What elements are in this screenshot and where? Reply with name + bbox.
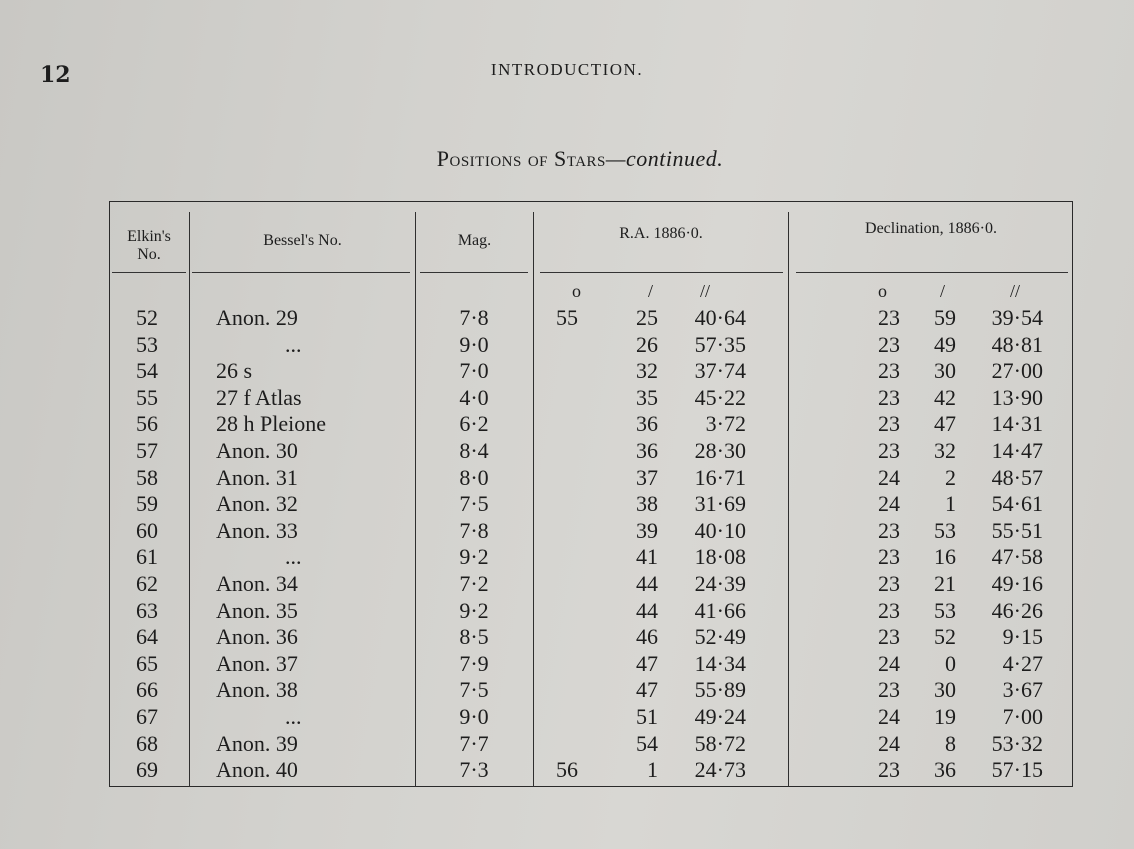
running-head: INTRODUCTION. xyxy=(490,60,644,79)
table-cell-mag: 7·0 xyxy=(459,358,489,384)
table-cell-dec-s: 46·26 xyxy=(991,597,1043,623)
header-dec: Declination, 1886·0. xyxy=(865,220,997,237)
table-cell-dec-m: 49 xyxy=(934,331,956,357)
table-cell-dec-d: 23 xyxy=(878,544,900,570)
table-cell-ra-m: 26 xyxy=(636,331,658,357)
table-cell-ra-s: 58·72 xyxy=(694,730,746,756)
table-cell-dec-s: 39·54 xyxy=(991,305,1043,330)
table-cell-dec-s: 14·47 xyxy=(991,438,1043,463)
table-cell-bessel: Anon. 29 xyxy=(216,305,298,330)
table-cell-ra-m: 54 xyxy=(636,730,658,756)
table-cell-elkin: 52 xyxy=(136,305,158,330)
table-cell-mag: 7·8 xyxy=(459,517,489,543)
table-cell-elkin: 67 xyxy=(136,704,158,729)
table-cell-dec-m: 36 xyxy=(934,757,956,783)
table-cell-dec-d: 23 xyxy=(878,597,900,623)
table-cell-ra-m: 25 xyxy=(636,305,658,330)
table-cell-dec-d: 24 xyxy=(878,730,900,756)
header-rule xyxy=(112,272,186,273)
unit-ra-hour: o xyxy=(572,281,581,301)
table-cell-elkin: 69 xyxy=(136,757,158,783)
table-cell-dec-d: 24 xyxy=(878,704,900,729)
column-divider xyxy=(788,212,789,787)
header-rule xyxy=(796,272,1068,273)
table-cell-ra-s: 41·66 xyxy=(694,597,746,623)
table-cell-ra-m: 44 xyxy=(636,571,658,596)
table-cell-dec-s: 14·31 xyxy=(991,411,1043,437)
table-cell-mag: 7·2 xyxy=(459,571,489,596)
header-rule xyxy=(192,272,410,273)
table-cell-dec-d: 23 xyxy=(878,677,900,703)
table-cell-dec-d: 23 xyxy=(878,331,900,357)
table-cell-ra-m: 1 xyxy=(647,757,658,783)
table-cell-elkin: 56 xyxy=(136,411,158,437)
table-cell-mag: 7·5 xyxy=(459,491,489,517)
table-cell-dec-s: 49·16 xyxy=(991,571,1043,596)
table-cell-elkin: 55 xyxy=(136,384,158,410)
table-cell-dec-m: 59 xyxy=(934,305,956,330)
table-cell-bessel: Anon. 30 xyxy=(216,438,298,463)
table-title-main: Positions of Stars xyxy=(436,146,606,171)
unit-dec-min: / xyxy=(940,281,946,301)
table-cell-mag: 7·7 xyxy=(459,730,489,756)
table-cell-elkin: 53 xyxy=(136,331,158,357)
table-cell-mag: 9·0 xyxy=(459,704,489,729)
unit-ra-sec: // xyxy=(700,281,711,301)
table-cell-ra-m: 39 xyxy=(636,517,658,543)
table-cell-elkin: 54 xyxy=(136,358,158,384)
table-cell-mag: 9·2 xyxy=(459,544,489,570)
table-cell-ra-s: 31·69 xyxy=(694,491,746,517)
header-mag: Mag. xyxy=(457,232,492,249)
table-cell-dec-d: 23 xyxy=(878,624,900,650)
table-cell-dec-s: 53·32 xyxy=(991,730,1043,756)
table-cell-ra-s: 55·89 xyxy=(694,677,746,703)
table-cell-mag: 7·3 xyxy=(459,757,489,783)
table-cell-ra-s: 14·34 xyxy=(694,650,746,676)
table-cell-elkin: 65 xyxy=(136,650,158,676)
table-cell-mag: 8·5 xyxy=(459,624,489,650)
table-cell-dec-s: 7·00 xyxy=(1002,704,1043,729)
table-cell-ra-m: 51 xyxy=(636,704,658,729)
table-cell-dec-m: 1 xyxy=(945,491,956,517)
table-cell-mag: 8·0 xyxy=(459,464,489,490)
table-cell-dec-s: 3·67 xyxy=(1002,677,1043,703)
page-number: 12 xyxy=(40,62,71,88)
table-cell-elkin: 58 xyxy=(136,464,158,490)
table-cell-ra-m: 47 xyxy=(636,677,658,703)
table-cell-dec-d: 24 xyxy=(878,464,900,490)
table-cell-ra-m: 38 xyxy=(636,491,658,517)
table-cell-ra-s: 16·71 xyxy=(694,464,746,490)
table-cell-ra-h: 55 xyxy=(556,305,578,330)
table-cell-bessel: Anon. 37 xyxy=(216,650,298,676)
table-cell-ra-m: 47 xyxy=(636,650,658,676)
header-rule xyxy=(540,272,783,273)
table-cell-ra-h: 56 xyxy=(556,757,578,783)
table-cell-mag: 6·2 xyxy=(459,411,489,437)
table-cell-elkin: 63 xyxy=(136,597,158,623)
table-cell-dec-m: 53 xyxy=(934,597,956,623)
table-cell-dec-m: 19 xyxy=(934,704,956,729)
table-cell-ra-s: 40·64 xyxy=(694,305,746,330)
table-cell-dec-d: 24 xyxy=(878,491,900,517)
unit-dec-sec: // xyxy=(1010,281,1021,301)
table-cell-dec-s: 9·15 xyxy=(1002,624,1043,650)
table-cell-mag: 7·5 xyxy=(459,677,489,703)
table-cell-dec-d: 23 xyxy=(878,517,900,543)
table-cell-mag: 4·0 xyxy=(459,384,489,410)
table-cell-bessel: Anon. 34 xyxy=(216,571,298,596)
table-cell-dec-d: 23 xyxy=(878,384,900,410)
unit-ra-min: / xyxy=(648,281,654,301)
unit-dec-deg: o xyxy=(878,281,887,301)
column-divider xyxy=(189,212,190,787)
table-cell-ra-m: 32 xyxy=(636,358,658,384)
table-cell-elkin: 60 xyxy=(136,517,158,543)
table-cell-bessel: ... xyxy=(285,544,302,570)
table-cell-mag: 9·0 xyxy=(459,331,489,357)
table-cell-dec-d: 23 xyxy=(878,571,900,596)
table-cell-mag: 7·9 xyxy=(459,650,489,676)
table-cell-elkin: 61 xyxy=(136,544,158,570)
table-cell-bessel: ... xyxy=(285,704,302,729)
table-cell-bessel: 28 h Pleione xyxy=(216,411,326,437)
table-cell-ra-s: 18·08 xyxy=(694,544,746,570)
table-cell-bessel: Anon. 40 xyxy=(216,757,298,783)
table-cell-ra-m: 35 xyxy=(636,384,658,410)
table-cell-dec-m: 30 xyxy=(934,677,956,703)
table-cell-dec-m: 42 xyxy=(934,384,956,410)
header-elkin: Elkin's No. xyxy=(127,228,171,263)
column-divider xyxy=(533,212,534,787)
table-cell-dec-s: 48·81 xyxy=(991,331,1043,357)
table-cell-dec-m: 47 xyxy=(934,411,956,437)
table-cell-dec-s: 48·57 xyxy=(991,464,1043,490)
table-cell-dec-m: 52 xyxy=(934,624,956,650)
table-cell-ra-m: 44 xyxy=(636,597,658,623)
table-cell-ra-m: 46 xyxy=(636,624,658,650)
table-cell-elkin: 57 xyxy=(136,438,158,463)
table-cell-mag: 7·8 xyxy=(459,305,489,330)
table-cell-ra-s: 28·30 xyxy=(694,438,746,463)
table-cell-bessel: 26 s xyxy=(216,358,253,384)
table-cell-dec-s: 57·15 xyxy=(991,757,1043,783)
table-cell-bessel: 27 f Atlas xyxy=(216,384,302,410)
table-cell-ra-m: 36 xyxy=(636,411,658,437)
table-cell-ra-s: 57·35 xyxy=(694,331,746,357)
table-cell-dec-m: 16 xyxy=(934,544,956,570)
table-cell-mag: 8·4 xyxy=(459,438,489,463)
table-cell-bessel: Anon. 32 xyxy=(216,491,298,517)
table-cell-dec-s: 54·61 xyxy=(991,491,1043,517)
table-cell-dec-d: 23 xyxy=(878,757,900,783)
table-cell-dec-d: 23 xyxy=(878,358,900,384)
table-cell-ra-s: 49·24 xyxy=(694,704,746,729)
table-cell-ra-m: 37 xyxy=(636,464,658,490)
table-cell-ra-m: 41 xyxy=(636,544,658,570)
table-cell-ra-s: 52·49 xyxy=(694,624,746,650)
table-cell-ra-s: 40·10 xyxy=(694,517,746,543)
header-bessel: Bessel's No. xyxy=(263,232,342,249)
table-cell-mag: 9·2 xyxy=(459,597,489,623)
table-cell-dec-m: 32 xyxy=(934,438,956,463)
table-title-sub: —continued. xyxy=(605,146,724,171)
table-cell-dec-m: 21 xyxy=(934,571,956,596)
table-cell-dec-m: 0 xyxy=(945,650,956,676)
table-cell-dec-s: 27·00 xyxy=(991,358,1043,384)
table-cell-bessel: Anon. 33 xyxy=(216,517,298,543)
table-cell-dec-s: 4·27 xyxy=(1002,650,1043,676)
table-cell-dec-d: 23 xyxy=(878,411,900,437)
table-cell-bessel: Anon. 39 xyxy=(216,730,298,756)
table-cell-elkin: 62 xyxy=(136,571,158,596)
table-cell-bessel: Anon. 35 xyxy=(216,597,298,623)
header-ra: R.A. 1886·0. xyxy=(619,225,703,242)
table-cell-dec-s: 47·58 xyxy=(991,544,1043,570)
table-cell-ra-m: 36 xyxy=(636,438,658,463)
table-cell-dec-m: 53 xyxy=(934,517,956,543)
table-cell-elkin: 59 xyxy=(136,491,158,517)
table-cell-bessel: ... xyxy=(285,331,302,357)
table-cell-bessel: Anon. 36 xyxy=(216,624,298,650)
table-cell-elkin: 68 xyxy=(136,730,158,756)
table-cell-dec-d: 23 xyxy=(878,305,900,330)
table-cell-dec-m: 30 xyxy=(934,358,956,384)
table-title xyxy=(0,146,1134,172)
table-cell-ra-s: 24·73 xyxy=(694,757,746,783)
table-cell-bessel: Anon. 38 xyxy=(216,677,298,703)
table-cell-elkin: 64 xyxy=(136,624,158,650)
table-cell-bessel: Anon. 31 xyxy=(216,464,298,490)
table-cell-dec-m: 8 xyxy=(945,730,956,756)
table-cell-dec-s: 13·90 xyxy=(991,384,1043,410)
table-cell-ra-s: 3·72 xyxy=(705,411,746,437)
table-cell-dec-s: 55·51 xyxy=(991,517,1043,543)
table-cell-dec-d: 24 xyxy=(878,650,900,676)
table-cell-ra-s: 37·74 xyxy=(694,358,746,384)
header-rule xyxy=(420,272,528,273)
table-cell-ra-s: 45·22 xyxy=(694,384,746,410)
table-cell-ra-s: 24·39 xyxy=(694,571,746,596)
table-cell-dec-d: 23 xyxy=(878,438,900,463)
table-cell-elkin: 66 xyxy=(136,677,158,703)
table-cell-dec-m: 2 xyxy=(945,464,956,490)
column-divider xyxy=(415,212,416,787)
